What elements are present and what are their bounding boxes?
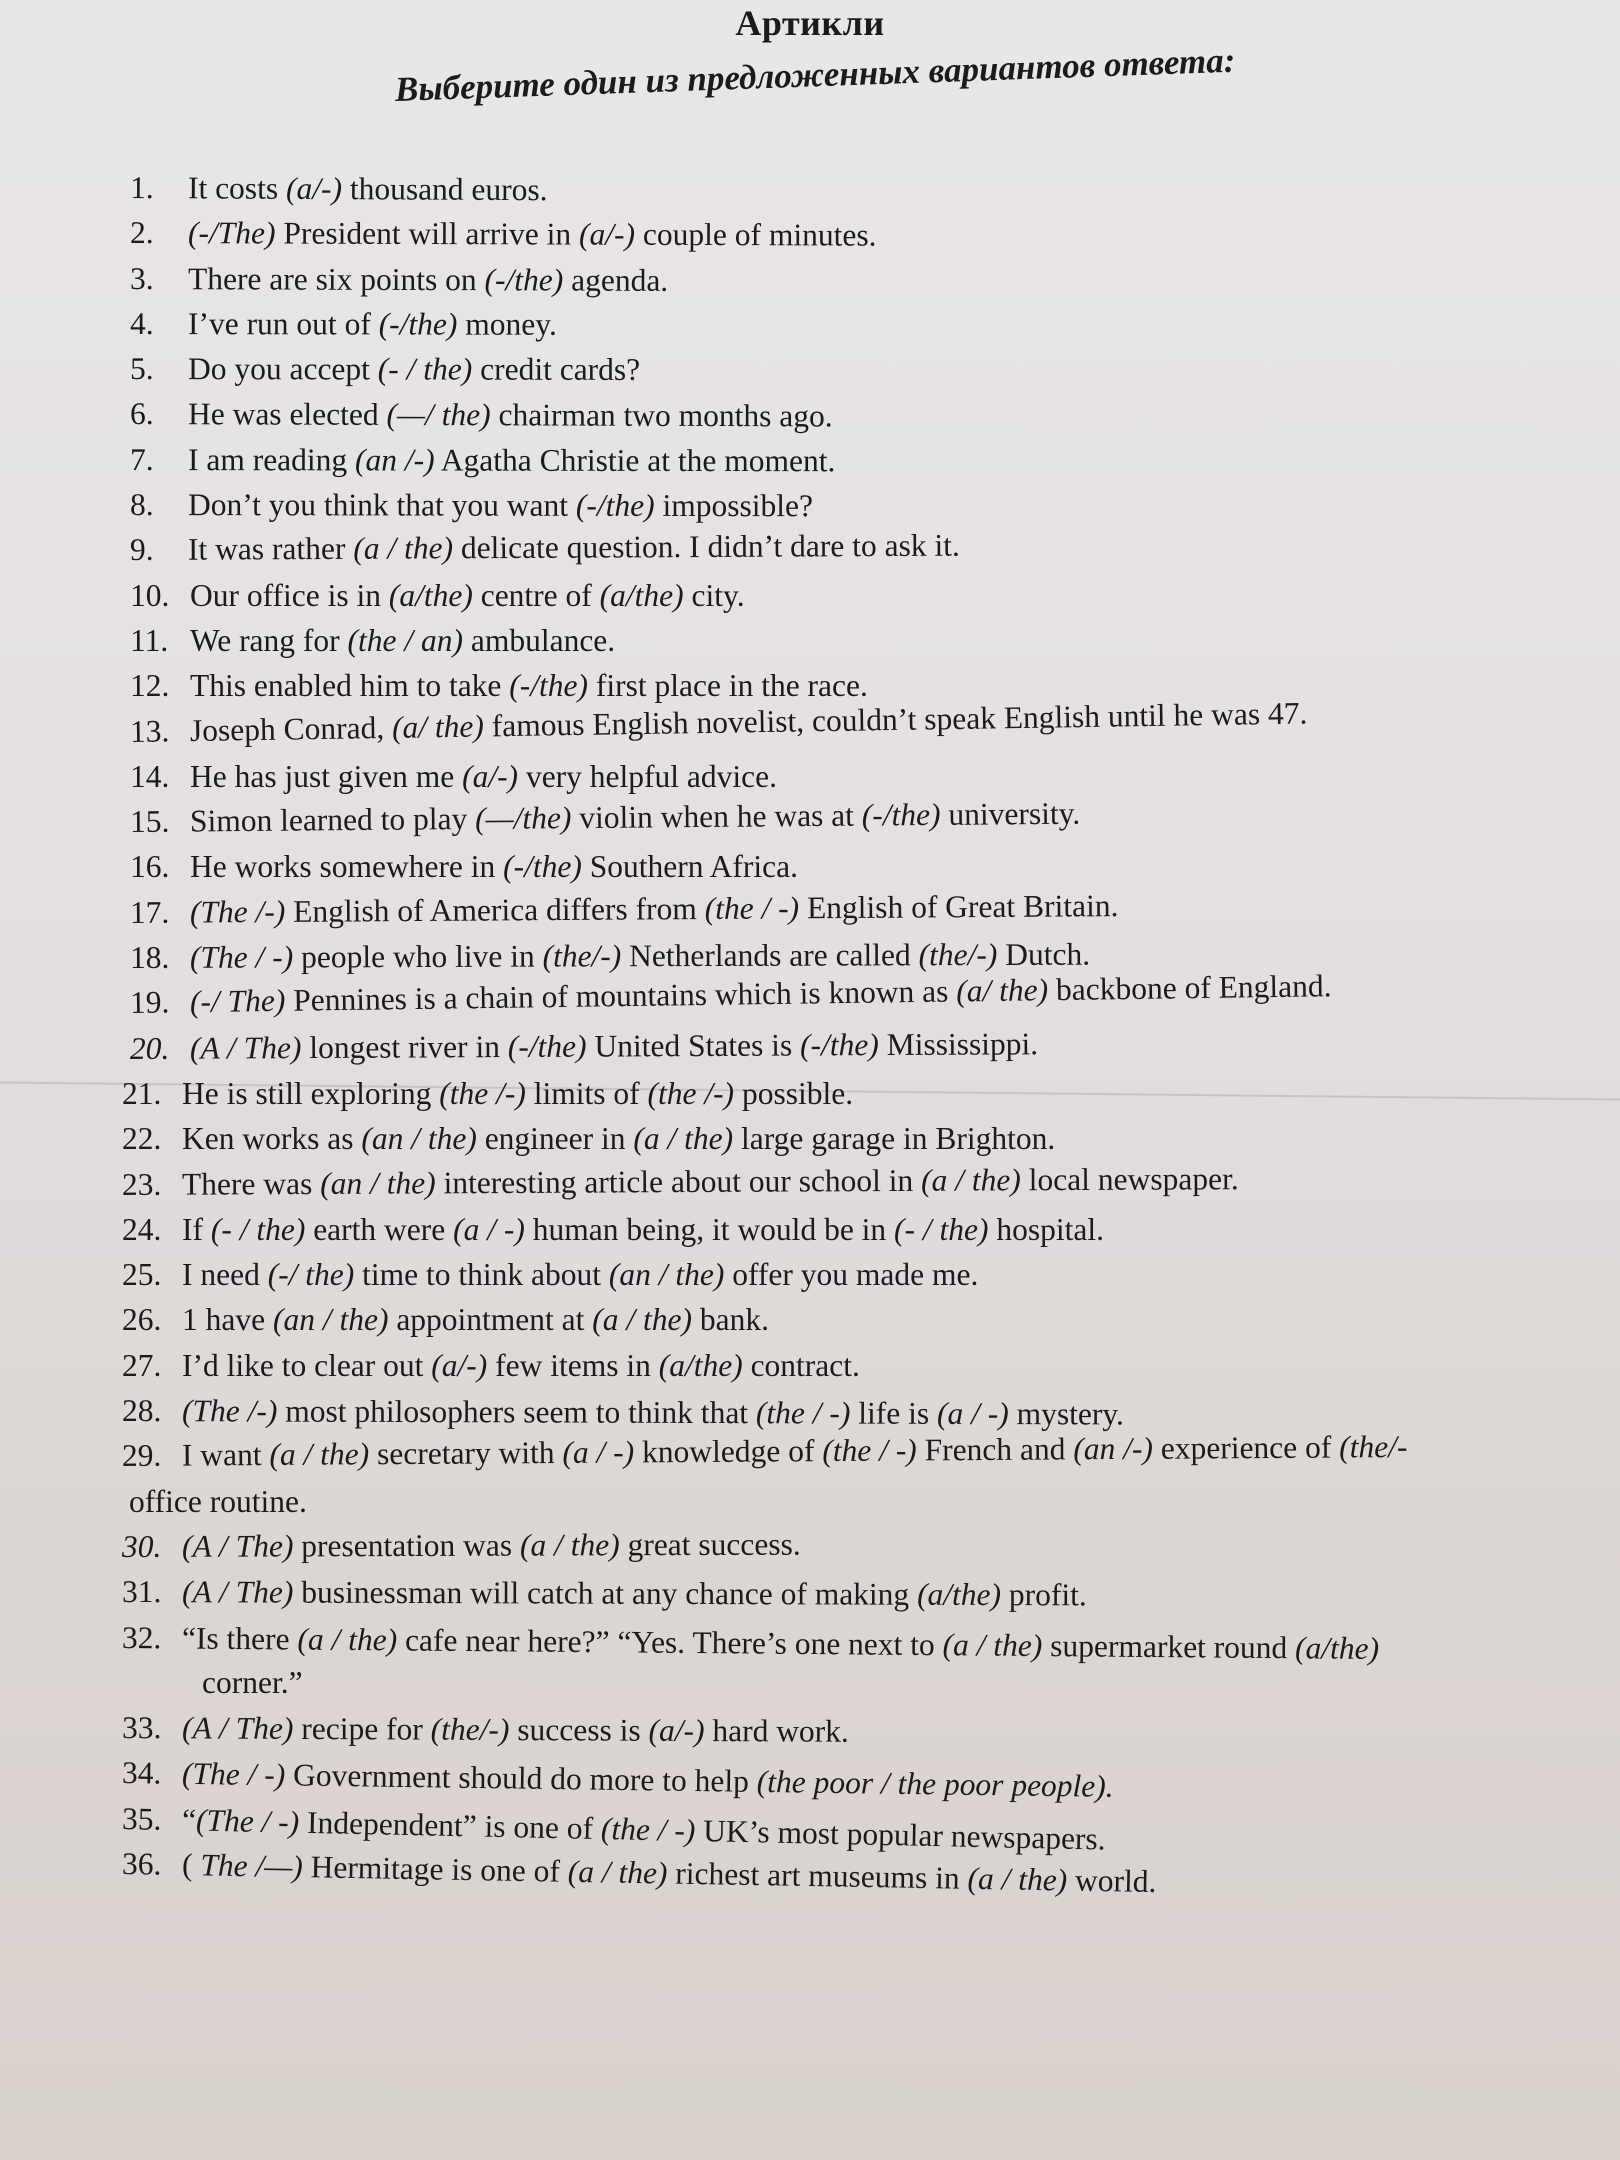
article-options: (a / the) xyxy=(967,1860,1068,1898)
exercise-item xyxy=(130,523,1600,576)
article-options: (A / The) xyxy=(181,1710,294,1746)
item-number: 10. xyxy=(130,577,170,613)
item-sentence xyxy=(188,523,1600,570)
item-number: 21. xyxy=(122,1075,162,1111)
sentence-text: If xyxy=(182,1211,211,1247)
article-options: (A / The) xyxy=(181,1574,294,1610)
article-options: (the /-) xyxy=(647,1075,735,1111)
item-sentence xyxy=(188,395,1600,439)
article-options: (an /-) xyxy=(1073,1431,1154,1467)
sentence-text: I’d like to clear out xyxy=(182,1347,432,1383)
article-options: (a / the) xyxy=(269,1436,370,1473)
sentence-text: Hermitage is one of xyxy=(302,1849,569,1889)
sentence-text: possible. xyxy=(734,1075,854,1111)
article-options: (—/the) xyxy=(475,800,572,837)
sentence-text: ambulance. xyxy=(462,622,616,658)
sentence-text: delicate question. I didn’t dare to ask it. xyxy=(452,528,960,566)
item-sentence xyxy=(182,1522,1600,1566)
article-options: (an / the) xyxy=(320,1164,436,1201)
item-number: 16. xyxy=(130,849,170,885)
article-options: (a/-) xyxy=(431,1347,488,1383)
article-options: (a/the) xyxy=(599,577,684,613)
sentence-text: first place in the race. xyxy=(588,668,868,704)
item-sentence xyxy=(182,1708,1600,1755)
item-sentence xyxy=(188,213,1600,257)
exercise-item xyxy=(122,1708,1600,1761)
sentence-text: recipe for xyxy=(293,1710,431,1747)
article-options: (a/-) xyxy=(462,758,519,794)
item-number: 2. xyxy=(129,215,154,251)
sentence-text: Independent” is one of xyxy=(298,1804,602,1846)
article-options: (-/the) xyxy=(799,1026,879,1063)
article-options: (the/-) xyxy=(542,938,622,974)
sentence-text: mystery. xyxy=(1008,1396,1125,1432)
article-options: (-/ The) xyxy=(189,983,286,1020)
sentence-text: businessman will catch at any chance of making xyxy=(293,1574,918,1612)
sentence-text: He was elected xyxy=(187,396,387,433)
sentence-text: Netherlands are called xyxy=(621,937,919,974)
exercise-item xyxy=(122,1300,1600,1345)
exercise-item xyxy=(122,1426,1600,1482)
item-sentence xyxy=(190,576,1600,615)
article-options: (the poor / the poor people). xyxy=(756,1764,1114,1805)
sentence-text: French and xyxy=(916,1431,1074,1468)
sentence-text: impossible? xyxy=(654,487,814,524)
sentence-text: UK’s most popular newspapers. xyxy=(695,1812,1107,1857)
sentence-text: He is still exploring xyxy=(182,1075,440,1111)
sentence-text: world. xyxy=(1066,1862,1157,1900)
exercise-item xyxy=(122,1346,1600,1391)
sentence-text: chairman two months ago. xyxy=(490,397,833,434)
article-options: (the / -) xyxy=(704,890,800,926)
sentence-text: presentation was xyxy=(293,1527,521,1564)
sentence-text: Pennines is a chain of mountains which is known as xyxy=(285,973,957,1019)
item-sentence xyxy=(190,621,1600,660)
sentence-text: I need xyxy=(182,1257,268,1293)
item-number: 20. xyxy=(129,1030,170,1066)
sentence-text: English of America differs from xyxy=(285,890,705,929)
sentence-text: backbone of England. xyxy=(1047,968,1332,1008)
article-options: (The /-) xyxy=(189,893,286,930)
sentence-text: money. xyxy=(457,306,557,342)
item-number: 14. xyxy=(130,758,170,794)
article-options: (—/ the) xyxy=(386,397,491,433)
article-options: (an / the) xyxy=(608,1257,725,1293)
exercise-item xyxy=(122,1572,1600,1622)
sentence-text: contract. xyxy=(742,1347,860,1383)
item-number: 35. xyxy=(121,1800,162,1837)
article-options: (a / the) xyxy=(297,1621,398,1657)
article-options: (a / the) xyxy=(633,1121,734,1157)
article-options: (a / the) xyxy=(921,1161,1021,1198)
item-number: 24. xyxy=(122,1211,162,1247)
sentence-text: Joseph Conrad, xyxy=(189,709,393,748)
exercise-item xyxy=(130,259,1600,309)
item-number: 34. xyxy=(121,1755,162,1791)
item-number: 28. xyxy=(121,1393,162,1429)
exercise-item xyxy=(130,621,1600,666)
sentence-text: thousand euros. xyxy=(341,171,548,208)
sentence-text: experience of xyxy=(1152,1429,1340,1467)
article-options: (The /-) xyxy=(181,1393,278,1429)
item-number: 27. xyxy=(122,1347,162,1383)
article-options: (- / the) xyxy=(377,351,473,387)
article-options: (a/the) xyxy=(658,1347,743,1383)
sentence-text: interesting article about our school in xyxy=(435,1162,922,1200)
item-number: 7. xyxy=(129,441,154,477)
sentence-text: It costs xyxy=(187,170,287,206)
item-number: 3. xyxy=(129,260,154,296)
sentence-text: We rang for xyxy=(190,622,348,658)
item-sentence xyxy=(190,1021,1600,1068)
instructions-heading: Выберите один из предложенных вариантов ответа: xyxy=(394,40,1236,109)
article-options: (a/the) xyxy=(1294,1629,1380,1666)
sentence-text: Southern Africa. xyxy=(581,849,798,885)
sentence-text: Do you accept xyxy=(187,351,378,387)
exercise-item xyxy=(122,1210,1600,1255)
item-sentence xyxy=(182,1572,1600,1616)
sentence-text: bank. xyxy=(691,1302,769,1338)
article-options: The /—) xyxy=(200,1847,304,1885)
article-options: (-/The) xyxy=(187,215,276,251)
sentence-text: secretary with xyxy=(369,1435,563,1472)
item-number: 13. xyxy=(129,712,170,749)
item-sentence xyxy=(190,847,1600,886)
item-number: 32. xyxy=(121,1619,162,1655)
article-options: (a / -) xyxy=(453,1211,525,1247)
item-sentence xyxy=(182,1255,1600,1294)
item-sentence xyxy=(188,168,1600,215)
sentence-text: life is xyxy=(850,1395,938,1431)
sentence-text: agenda. xyxy=(563,262,669,298)
exercise-item xyxy=(122,1157,1600,1210)
exercise-item xyxy=(122,1255,1600,1300)
item-sentence xyxy=(182,1074,1600,1113)
article-options: (a / the) xyxy=(353,530,454,567)
article-options: (-/the) xyxy=(507,1028,587,1064)
article-options: (the / -) xyxy=(600,1810,696,1848)
article-options: (an / the) xyxy=(361,1121,477,1157)
sentence-text: credit cards? xyxy=(472,351,641,388)
article-options: (-/the) xyxy=(861,797,941,833)
sentence-text: There are six points on xyxy=(187,260,485,297)
item-number: 1. xyxy=(129,170,154,206)
article-options: (- / the) xyxy=(894,1211,989,1247)
sentence-text: He works somewhere in xyxy=(190,849,504,885)
sentence-text: hard work. xyxy=(704,1713,849,1749)
article-options: (the / -) xyxy=(755,1395,851,1431)
article-options: (the / an) xyxy=(347,622,463,658)
article-options: (an /-) xyxy=(355,442,435,478)
item-number: 12. xyxy=(130,668,170,704)
item-continuation: office routine. xyxy=(129,1483,307,1519)
article-options: (a/-) xyxy=(578,216,636,253)
sentence-text: people who live in xyxy=(293,938,543,975)
item-number: 6. xyxy=(129,396,154,432)
item-sentence xyxy=(182,1618,1600,1670)
article-options: (-/the) xyxy=(378,306,458,342)
sentence-text: richest art museums in xyxy=(667,1855,968,1896)
article-options: (an / the) xyxy=(272,1302,389,1338)
sentence-text: “Is there xyxy=(181,1620,298,1657)
sentence-text: It was rather xyxy=(187,531,354,568)
sentence-text: Agatha Christie at the moment. xyxy=(434,442,836,479)
item-number: 22. xyxy=(122,1121,162,1157)
article-options: (-/the) xyxy=(509,668,589,704)
item-sentence xyxy=(188,259,1600,303)
sentence-text: city. xyxy=(683,577,745,613)
sentence-text: very helpful advice. xyxy=(518,758,777,794)
sentence-text: limits of xyxy=(525,1075,648,1111)
article-options: (The / -) xyxy=(195,1802,300,1840)
sentence-text: hospital. xyxy=(988,1211,1105,1247)
sentence-text: “ xyxy=(181,1801,197,1838)
exercise-item xyxy=(122,1074,1600,1119)
sentence-text: Simon learned to play xyxy=(189,801,476,839)
article-options: (a / the) xyxy=(942,1626,1043,1663)
article-options: (the/-) xyxy=(918,937,998,973)
item-sentence xyxy=(182,1346,1600,1385)
sentence-text: This enabled him to take xyxy=(190,668,510,704)
sentence-text: few items in xyxy=(487,1347,659,1383)
item-sentence xyxy=(188,440,1600,482)
sentence-text: university. xyxy=(940,795,1081,833)
item-sentence xyxy=(182,1210,1600,1249)
item-sentence xyxy=(182,1157,1600,1204)
sentence-text: success is xyxy=(509,1712,649,1748)
sentence-text: knowledge of xyxy=(634,1433,823,1470)
sentence-text: appointment at xyxy=(388,1302,593,1338)
article-options: (a/the) xyxy=(388,577,473,613)
exercise-item xyxy=(130,304,1600,352)
exercise-item xyxy=(130,213,1600,263)
sentence-text: I want xyxy=(181,1437,270,1473)
item-continuation: corner.” xyxy=(202,1664,303,1700)
article-options: (- / the) xyxy=(210,1211,306,1247)
sentence-text: time to think about xyxy=(354,1257,609,1293)
sentence-text: violin when he was at xyxy=(571,797,862,836)
sentence-text: Mississippi. xyxy=(878,1025,1039,1062)
item-number: 11. xyxy=(130,622,169,658)
item-number: 4. xyxy=(129,305,154,341)
article-options: (-/the) xyxy=(503,849,582,885)
sentence-text: great success. xyxy=(619,1526,801,1563)
sentence-text: Don’t you think that you want xyxy=(187,487,576,523)
article-options: (the/- xyxy=(1339,1429,1408,1465)
article-options: (a/-) xyxy=(648,1712,705,1749)
item-number: 30. xyxy=(121,1528,162,1564)
item-number: 33. xyxy=(121,1710,162,1746)
article-options: (The / -) xyxy=(181,1756,286,1793)
sentence-text: Our office is in xyxy=(190,577,389,613)
sentence-text: human being, it would be in xyxy=(524,1211,895,1247)
sentence-text: couple of minutes. xyxy=(634,217,877,253)
sentence-text: Government should do more to help xyxy=(285,1757,758,1800)
article-options: (the / -) xyxy=(822,1432,917,1469)
article-options: (a / the) xyxy=(567,1853,668,1891)
article-options: (a/the) xyxy=(917,1576,1002,1613)
sentence-text: I am reading xyxy=(187,441,356,478)
sentence-text: He has just given me xyxy=(190,758,463,794)
item-number: 23. xyxy=(121,1166,162,1202)
article-options: (-/ the) xyxy=(267,1257,355,1293)
sentence-text: United States is xyxy=(586,1027,801,1064)
sentence-text: profit. xyxy=(1001,1577,1087,1613)
exercise-item xyxy=(130,1021,1600,1074)
article-options: (the/-) xyxy=(430,1711,510,1748)
article-options: (a / the) xyxy=(519,1527,620,1563)
sentence-text: Ken works as xyxy=(182,1121,362,1157)
item-sentence xyxy=(188,485,1600,527)
sentence-text: centre of xyxy=(472,577,600,613)
article-options: (A / The) xyxy=(181,1528,294,1564)
article-options: (-/the) xyxy=(575,487,655,523)
item-sentence xyxy=(188,349,1600,391)
sentence-text: cafe near here?” “Yes. There’s one next to xyxy=(397,1621,943,1662)
article-options: (-/the) xyxy=(484,261,564,298)
item-number: 19. xyxy=(129,984,170,1021)
exercise-item xyxy=(122,1522,1600,1572)
sentence-text: Dutch. xyxy=(997,936,1091,973)
sentence-text: earth were xyxy=(305,1211,454,1247)
item-number: 15. xyxy=(129,803,170,840)
item-sentence xyxy=(188,304,1600,346)
item-number: 29. xyxy=(121,1438,162,1474)
article-options: (The / -) xyxy=(189,939,294,975)
sentence-text: ( xyxy=(181,1847,201,1883)
item-number: 36. xyxy=(121,1845,162,1882)
sentence-text: longest river in xyxy=(301,1028,508,1065)
item-number: 5. xyxy=(129,351,154,387)
sentence-text: large garage in Brighton. xyxy=(733,1121,1056,1157)
sentence-text: President will arrive in xyxy=(275,215,580,252)
item-number: 8. xyxy=(129,487,154,523)
item-sentence xyxy=(182,1426,1600,1475)
sentence-text: 1 have xyxy=(182,1302,273,1338)
sentence-text: supermarket round xyxy=(1042,1627,1296,1665)
exercise-item xyxy=(130,349,1600,397)
article-options: (a/-) xyxy=(285,170,343,207)
article-options: (a / -) xyxy=(936,1395,1009,1432)
sentence-text: I’ve run out of xyxy=(187,305,379,342)
article-options: (the /-) xyxy=(439,1075,526,1111)
article-options: (A / The) xyxy=(189,1029,302,1066)
item-sentence xyxy=(182,1119,1600,1158)
item-number: 17. xyxy=(129,894,170,930)
item-number: 18. xyxy=(129,939,170,976)
sentence-text: offer you made me. xyxy=(724,1257,979,1293)
item-number: 26. xyxy=(122,1302,162,1338)
item-sentence xyxy=(182,1300,1600,1339)
sentence-text: local newspaper. xyxy=(1020,1160,1239,1197)
sentence-text: English of Great Britain. xyxy=(798,887,1119,926)
item-number: 31. xyxy=(121,1574,162,1610)
page-title: Артикли xyxy=(735,3,885,43)
article-options: (a/ the) xyxy=(956,972,1049,1009)
sentence-text: most philosophers seem to think that xyxy=(277,1393,757,1431)
article-options: (a/ the) xyxy=(391,708,485,745)
exercise-item xyxy=(130,882,1600,938)
sentence-text: There was xyxy=(181,1165,321,1202)
item-number: 25. xyxy=(122,1257,162,1293)
sentence-text: engineer in xyxy=(476,1121,634,1157)
sentence-text: famous English novelist, couldn’t speak English until he was 47. xyxy=(483,695,1308,744)
article-options: (a / the) xyxy=(592,1302,692,1338)
item-number: 9. xyxy=(129,532,154,568)
exercise-list xyxy=(121,168,1600,1900)
exercise-item xyxy=(130,394,1600,444)
exercise-item xyxy=(130,440,1600,488)
exercise-item xyxy=(130,576,1600,621)
article-options: (a / -) xyxy=(562,1434,635,1471)
